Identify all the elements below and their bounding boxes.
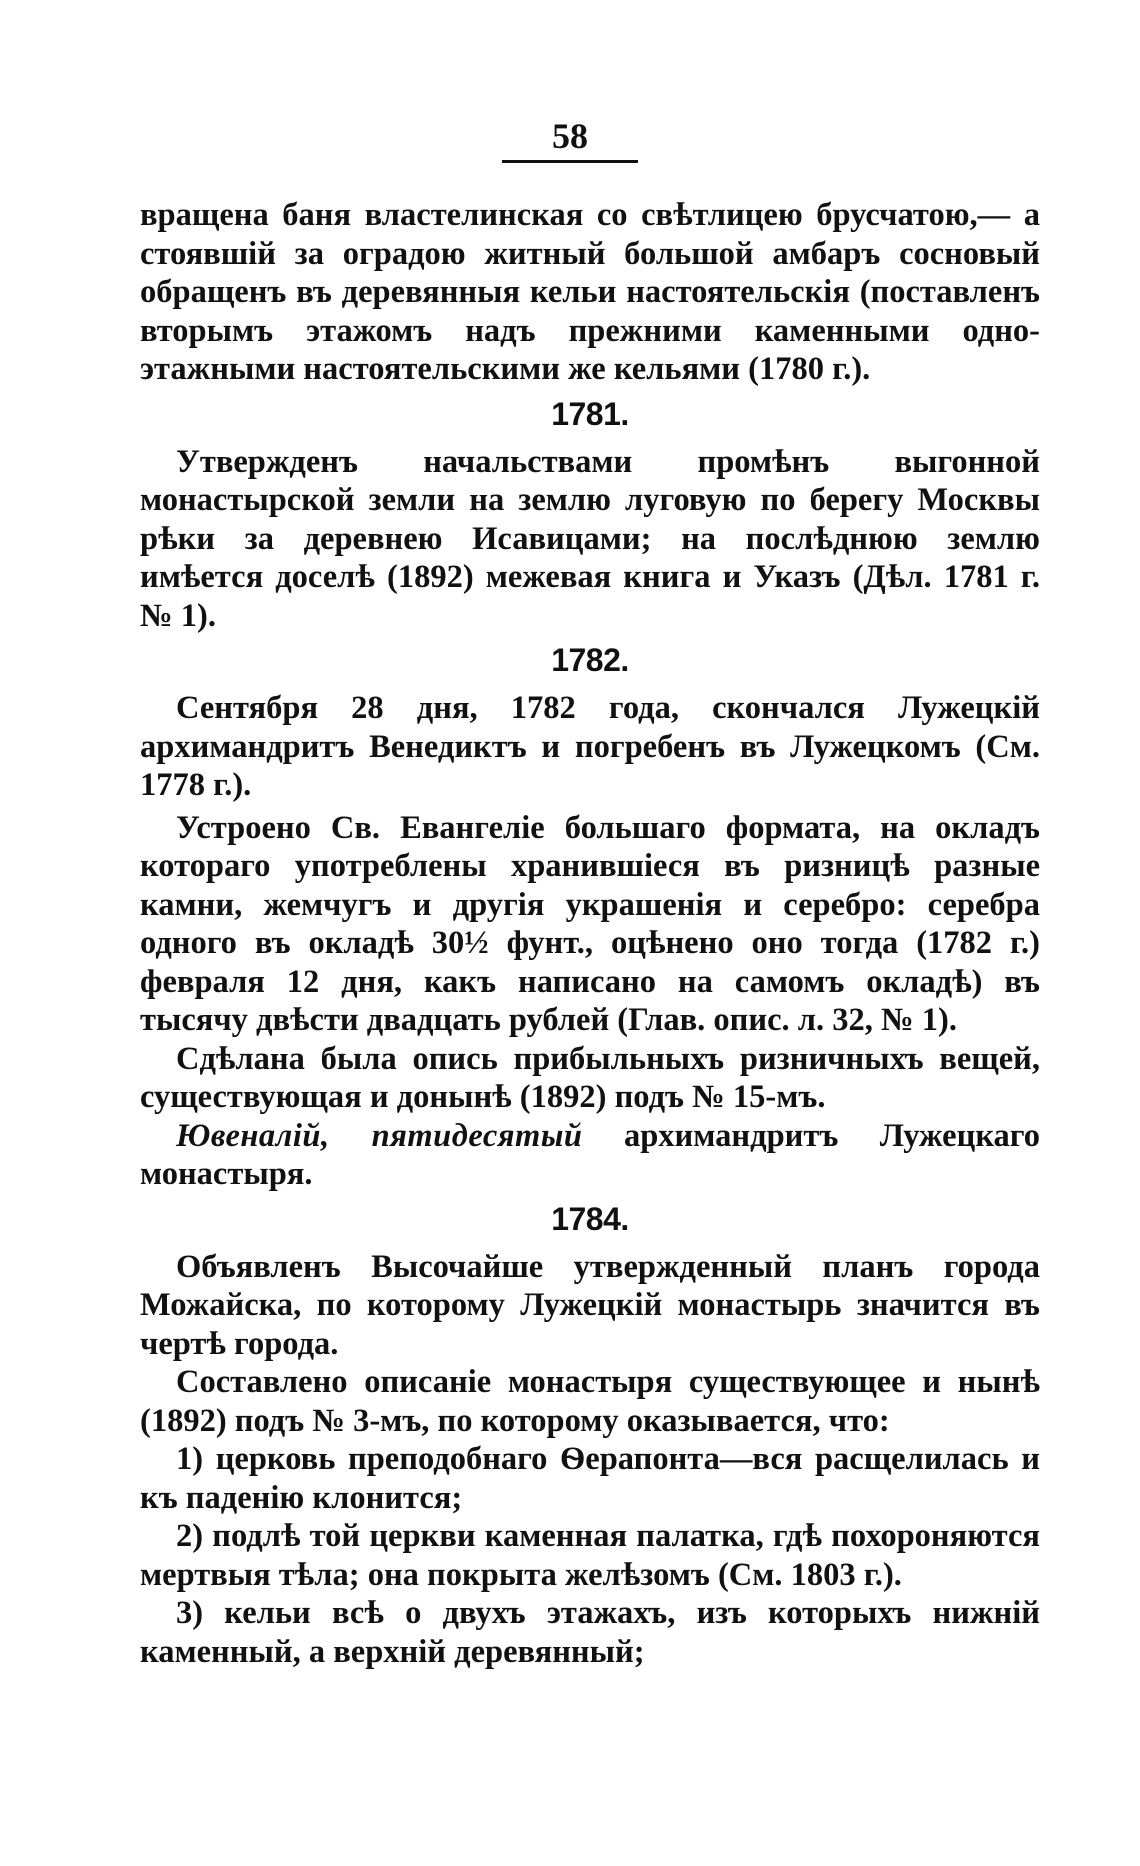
paragraph-1782-gospel: Устроено Св. Евангеліе большаго формата, на окладъ котораго употреблены хранившіеся въ ризницѣ разные камни, жемчугъ и другія украшенія и серебро: серебра одного въ окладѣ 30½ фунт., оцѣнено оно тогда (1782 г.) февраля 12 дня, какъ написано на самомъ окладѣ) въ тысячу двѣсти двадцать рублей (Глав. опис. л. 32, № 1). (140, 809, 1040, 1038)
year-heading-1784: 1784. (551, 1200, 629, 1237)
archimandrite-name: Ювеналій, пятидесятый (176, 1117, 583, 1154)
list-item-1: 1) церковь преподобнаго Ѳерапонта—вся расщелилась и къ паденію клонится; (140, 1441, 1040, 1516)
paragraph-1782-inventory: Сдѣлана была опись прибыльныхъ ризничныхъ вещей, существующая и донынѣ (1892) подъ № 15-мъ. (140, 1040, 1040, 1115)
paragraph-1784-city-plan: Объявленъ Высочайше утвержденный планъ города Можайска, по которому Лужецкій монастырь значится въ чертѣ города. (140, 1248, 1040, 1362)
page-number: 58 (502, 118, 638, 163)
paragraph-continuation: вращена баня властелинская со свѣтлицею брусчатою,— а стоявшій за оградою житный большой амбаръ сосновый обращенъ въ деревянныя кельи настоятельскія (поставленъ вторымъ этажомъ надъ прежними каменными одно-этажными настоятельскими же кельями (1780 г.). (140, 197, 1040, 387)
archimandrite-title: архимандритъ Лужецкаго монастыря. (140, 1117, 1041, 1192)
page-text (140, 196, 1040, 1671)
year-heading-1782: 1782. (551, 642, 629, 678)
paragraph-1782-death: Сентября 28 дня, 1782 года, скончался Лужецкій архимандритъ Венедиктъ и погребенъ въ Лужецкомъ (См. 1778 г.). (140, 690, 1040, 803)
list-item-2: 2) подлѣ той церкви каменная палатка, гдѣ похороняются мертвыя тѣла; она покрыта желѣзомъ (См. 1803 г.). (140, 1518, 1040, 1593)
page-header (0, 118, 1140, 163)
paragraph-1781-land-exchange: Утвержденъ начальствами промѣнъ выгонной монастырской земли на землю луговую по берегу Москвы рѣки за деревнею Исавицами; на послѣднюю землю имѣется доселѣ (1892) межевая книга и Указъ (Дѣл. 1781 г. № 1). (140, 443, 1040, 634)
list-item-3: 3) кельи всѣ о двухъ этажахъ, изъ которыхъ нижній каменный, а верхній деревянный; (140, 1595, 1040, 1670)
paragraph-1782-archimandrite (140, 1117, 1040, 1194)
year-heading-1781: 1781. (551, 395, 629, 432)
paragraph-1784-description: Составлено описаніе монастыря существующее и нынѣ (1892) подъ № 3-мъ, по которому оказывается, что: (140, 1364, 1040, 1439)
